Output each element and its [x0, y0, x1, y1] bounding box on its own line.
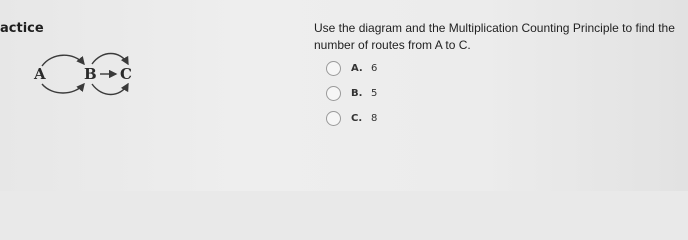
section-label: actice	[0, 21, 44, 36]
choice-a[interactable]	[326, 58, 377, 78]
answer-choices	[326, 58, 377, 133]
route-b-c-bottom	[92, 84, 128, 95]
route-b-c-top	[92, 54, 128, 65]
radio-circle-icon[interactable]	[326, 111, 341, 126]
question-text: Use the diagram and the Multiplication Counting Principle to find the number of routes from A to C.	[314, 21, 675, 52]
choice-c[interactable]	[326, 108, 377, 128]
route-a-b-bottom	[42, 84, 84, 93]
choice-letter: B.	[351, 87, 363, 99]
choice-b[interactable]	[326, 83, 377, 103]
radio-circle-icon[interactable]	[326, 61, 341, 76]
choice-letter: A.	[351, 62, 363, 74]
node-b: B	[84, 65, 97, 83]
node-c: C	[120, 65, 132, 83]
node-a: A	[34, 65, 46, 83]
choice-value: 5	[371, 87, 378, 99]
choice-letter: C.	[351, 112, 363, 124]
choice-value: 8	[371, 112, 378, 124]
radio-circle-icon[interactable]	[326, 86, 341, 101]
route-diagram	[30, 48, 140, 100]
choice-value: 6	[371, 62, 378, 74]
route-a-b-top	[42, 55, 84, 66]
